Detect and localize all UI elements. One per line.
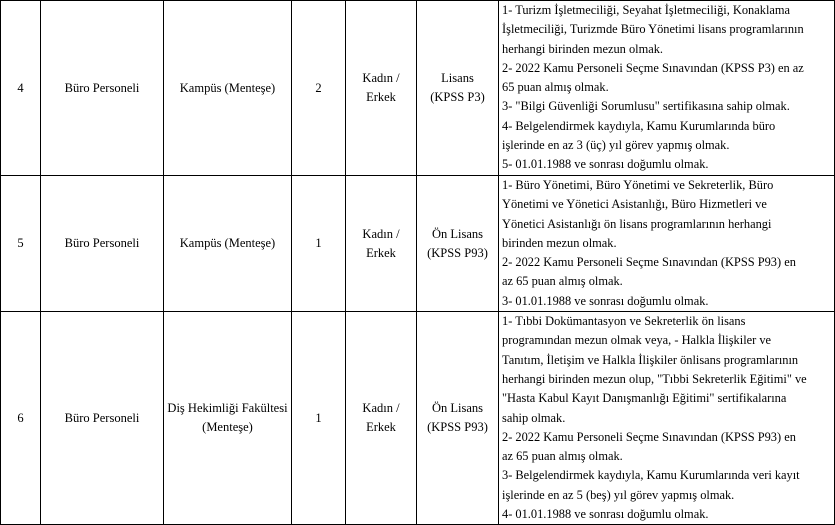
gender-cell [346,176,417,312]
requirement-line: az 65 puan almış olmak. [502,274,623,289]
education-line: (KPSS P3) [430,90,485,104]
gender-line: Kadın / [362,226,400,241]
gender-line: Erkek [366,90,396,104]
count-cell: 1 [292,176,346,312]
requirement-line: Yönetici Asistanlığı ön lisans programlarının herhangi [502,216,772,231]
education-line: Ön Lisans [431,226,484,241]
education-cell [417,1,499,176]
requirements-cell [499,176,835,312]
position-cell: Büro Personeli [41,176,164,312]
education-line: (KPSS P93) [427,245,488,260]
requirement-line: Yönetimi ve Yönetici Asistanlığı, Büro Hizmetleri ve [502,197,767,212]
requirement-line: 4- 01.01.1988 ve sonrası doğumlu olmak. [502,507,709,522]
location-cell: Kampüs (Menteşe) [164,176,292,312]
gender-line: Kadın / [362,71,400,85]
education-cell [417,176,499,312]
requirement-line: 3- "Bilgi Güvenliği Sorumlusu" sertifikasına sahip olmak. [502,99,790,114]
gender-line: Kadın / [362,401,400,416]
location-cell: Kampüs (Menteşe) [164,1,292,176]
requirement-line: 4- Belgelendirmek kaydıyla, Kamu Kurumlarında büro [502,118,776,133]
requirement-line: Tanıtım, İletişim ve Halkla İlişkiler önlisans programlarının [502,352,799,367]
row-number: 6 [1,312,41,525]
table-row [1,1,835,176]
education-cell [417,312,499,525]
requirement-line: programından mezun olmak veya, - Halkla İlişkiler ve [502,333,772,348]
requirement-line: İşletmeciliği, Turizmde Büro Yönetimi lisans programlarının [502,22,804,37]
requirement-line: 3- 01.01.1988 ve sonrası doğumlu olmak. [502,293,709,308]
requirement-line: "Hasta Kabul Kayıt Danışmanlığı Eğitimi" sertifikalarına [502,391,787,406]
table-row [1,176,835,312]
requirement-line: işlerinde en az 5 (beş) yıl görev yapmış olmak. [502,487,735,502]
requirement-line: 2- 2022 Kamu Personeli Seçme Sınavından (KPSS P3) en az [502,60,804,75]
gender-cell [346,312,417,525]
location-cell [164,312,292,525]
row-number: 5 [1,176,41,312]
requirements-cell [499,1,835,176]
table-row [1,312,835,525]
requirement-line: işlerinde en az 3 (üç) yıl görev yapmış olmak. [502,138,730,153]
gender-line: Erkek [366,245,396,260]
position-cell: Büro Personeli [41,312,164,525]
location-line: (Menteşe) [202,420,253,435]
requirement-line: 5- 01.01.1988 ve sonrası doğumlu olmak. [502,157,709,172]
education-line: Lisans [441,71,474,85]
requirements-cell [499,312,835,525]
requirement-line: 1- Turizm İşletmeciliği, Seyahat İşletmeciliği, Konaklama [502,3,791,17]
location-line: Diş Hekimliği Fakültesi [167,401,288,416]
requirement-line: herhangi birinden mezun olup, "Tıbbi Sekreterlik Eğitimi" ve [502,371,807,386]
education-line: (KPSS P93) [427,420,488,435]
requirement-line: 65 puan almış olmak. [502,80,609,95]
gender-line: Erkek [366,420,396,435]
requirement-line: herhangi birinden mezun olmak. [502,41,664,56]
count-cell: 2 [292,1,346,176]
requirement-line: 1- Tıbbi Dokümantasyon ve Sekreterlik ön lisans [502,314,746,329]
requirement-line: 2- 2022 Kamu Personeli Seçme Sınavından (KPSS P93) en [502,255,796,270]
requirement-line: 3- Belgelendirmek kaydıyla, Kamu Kurumlarında veri kayıt [502,468,800,483]
gender-cell [346,1,417,176]
requirement-line: 2- 2022 Kamu Personeli Seçme Sınavından (KPSS P93) en [502,429,796,444]
count-cell: 1 [292,312,346,525]
row-number: 4 [1,1,41,176]
requirement-line: az 65 puan almış olmak. [502,449,623,464]
education-line: Ön Lisans [431,401,484,416]
requirement-line: sahip olmak. [502,410,566,425]
requirement-line: 1- Büro Yönetimi, Büro Yönetimi ve Sekreterlik, Büro [502,178,774,192]
position-cell: Büro Personeli [41,1,164,176]
requirement-line: birinden mezun olmak. [502,235,617,250]
